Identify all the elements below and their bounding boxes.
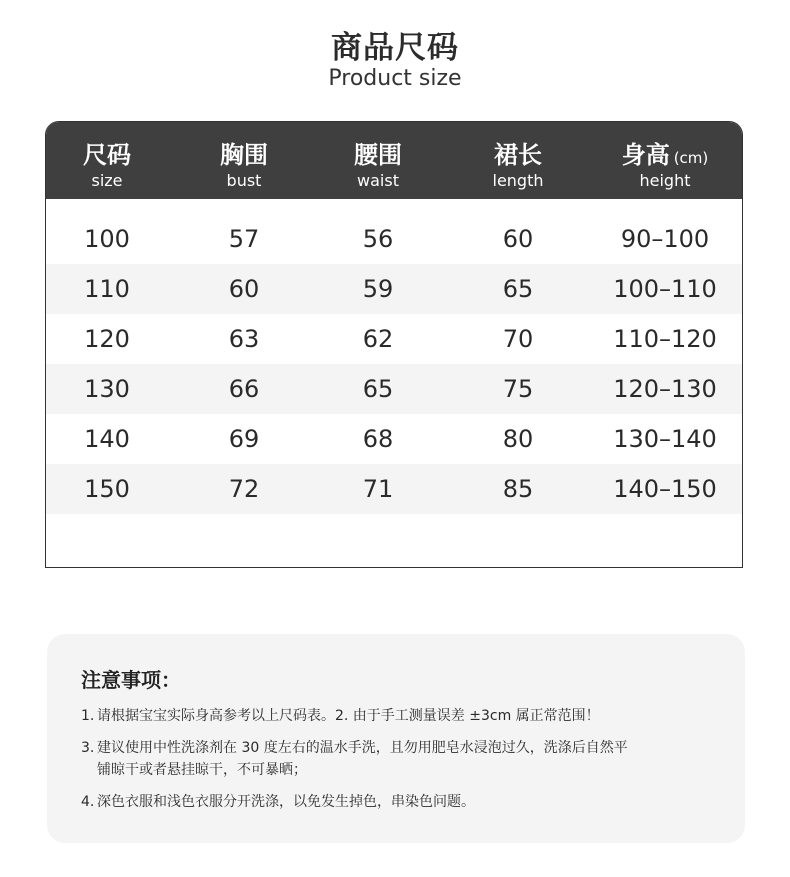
header-length: [450, 122, 586, 199]
cell-waist: 62: [362, 325, 394, 353]
cell-bust: 60: [228, 275, 260, 303]
cell-height: 120–130: [613, 375, 717, 403]
cell-height: 90–100: [620, 225, 710, 253]
header-bust: [176, 122, 312, 199]
cell-size: 140: [84, 425, 130, 453]
cell-waist: 56: [362, 225, 394, 253]
cell-bust: 66: [228, 375, 260, 403]
header-height-cn: 身高: [621, 141, 670, 169]
cell-length: 75: [502, 375, 534, 403]
header-height: [586, 122, 743, 199]
note-number: 4.: [81, 794, 95, 810]
cell-length: 70: [502, 325, 534, 353]
header-size: [46, 122, 168, 199]
table-row: [46, 314, 743, 364]
cell-size: 150: [84, 475, 130, 503]
cell-height: 130–140: [613, 425, 717, 453]
table-row: [46, 464, 743, 514]
cell-waist: 59: [362, 275, 394, 303]
note-item: [81, 737, 721, 781]
page-title: 商品尺码: [331, 30, 459, 66]
header-length-cn: 裙长: [494, 141, 542, 169]
header-waist: [310, 122, 446, 199]
cell-length: 80: [502, 425, 534, 453]
header-height-en: height: [639, 171, 691, 190]
cell-length: 60: [502, 225, 534, 253]
header-bust-en: bust: [226, 171, 262, 190]
cell-bust: 57: [228, 225, 260, 253]
header-size-cn: 尺码: [83, 141, 131, 169]
table-row: [46, 414, 743, 464]
table-row: [46, 264, 743, 314]
table-row: [46, 364, 743, 414]
care-notes-panel: [47, 634, 745, 843]
cell-size: 130: [84, 375, 130, 403]
cell-waist: 65: [362, 375, 394, 403]
cell-height: 110–120: [613, 325, 717, 353]
cell-waist: 68: [362, 425, 394, 453]
note-item: [81, 791, 721, 813]
note-text: 深色衣服和浅色衣服分开洗涤，以免发生掉色，串染色问题。: [97, 794, 475, 810]
notes-title: 注意事项：: [81, 668, 181, 692]
note-text-continued: 铺晾干或者悬挂晾干，不可暴晒；: [97, 762, 307, 778]
cell-bust: 69: [228, 425, 260, 453]
table-body: [46, 214, 743, 514]
cell-size: 100: [84, 225, 130, 253]
header-size-en: size: [91, 171, 123, 190]
cell-bust: 72: [228, 475, 260, 503]
table-row: [46, 214, 743, 264]
cell-bust: 63: [228, 325, 260, 353]
note-text: 请根据宝宝实际身高参考以上尺码表。2. 由于手工测量误差 ±3cm 属正常范围！: [97, 708, 600, 724]
cell-height: 100–110: [613, 275, 717, 303]
size-table: [45, 121, 743, 568]
cell-size: 120: [84, 325, 130, 353]
header-waist-en: waist: [357, 171, 399, 190]
cell-size: 110: [84, 275, 130, 303]
header-bust-cn: 胸围: [220, 141, 268, 169]
header-length-en: length: [492, 171, 544, 190]
header-height-unit: (cm): [673, 149, 709, 167]
page-subtitle: Product size: [328, 66, 462, 91]
cell-waist: 71: [362, 475, 394, 503]
cell-height: 140–150: [613, 475, 717, 503]
note-number: 1.: [81, 708, 95, 724]
note-number: 3.: [81, 740, 95, 756]
note-text: 建议使用中性洗涤剂在 30 度左右的温水手洗，且勿用肥皂水浸泡过久，洗涤后自然平: [97, 740, 628, 756]
table-header: [46, 122, 743, 199]
header-waist-cn: 腰围: [354, 141, 402, 169]
cell-length: 65: [502, 275, 534, 303]
cell-length: 85: [502, 475, 534, 503]
note-item: [81, 705, 721, 727]
